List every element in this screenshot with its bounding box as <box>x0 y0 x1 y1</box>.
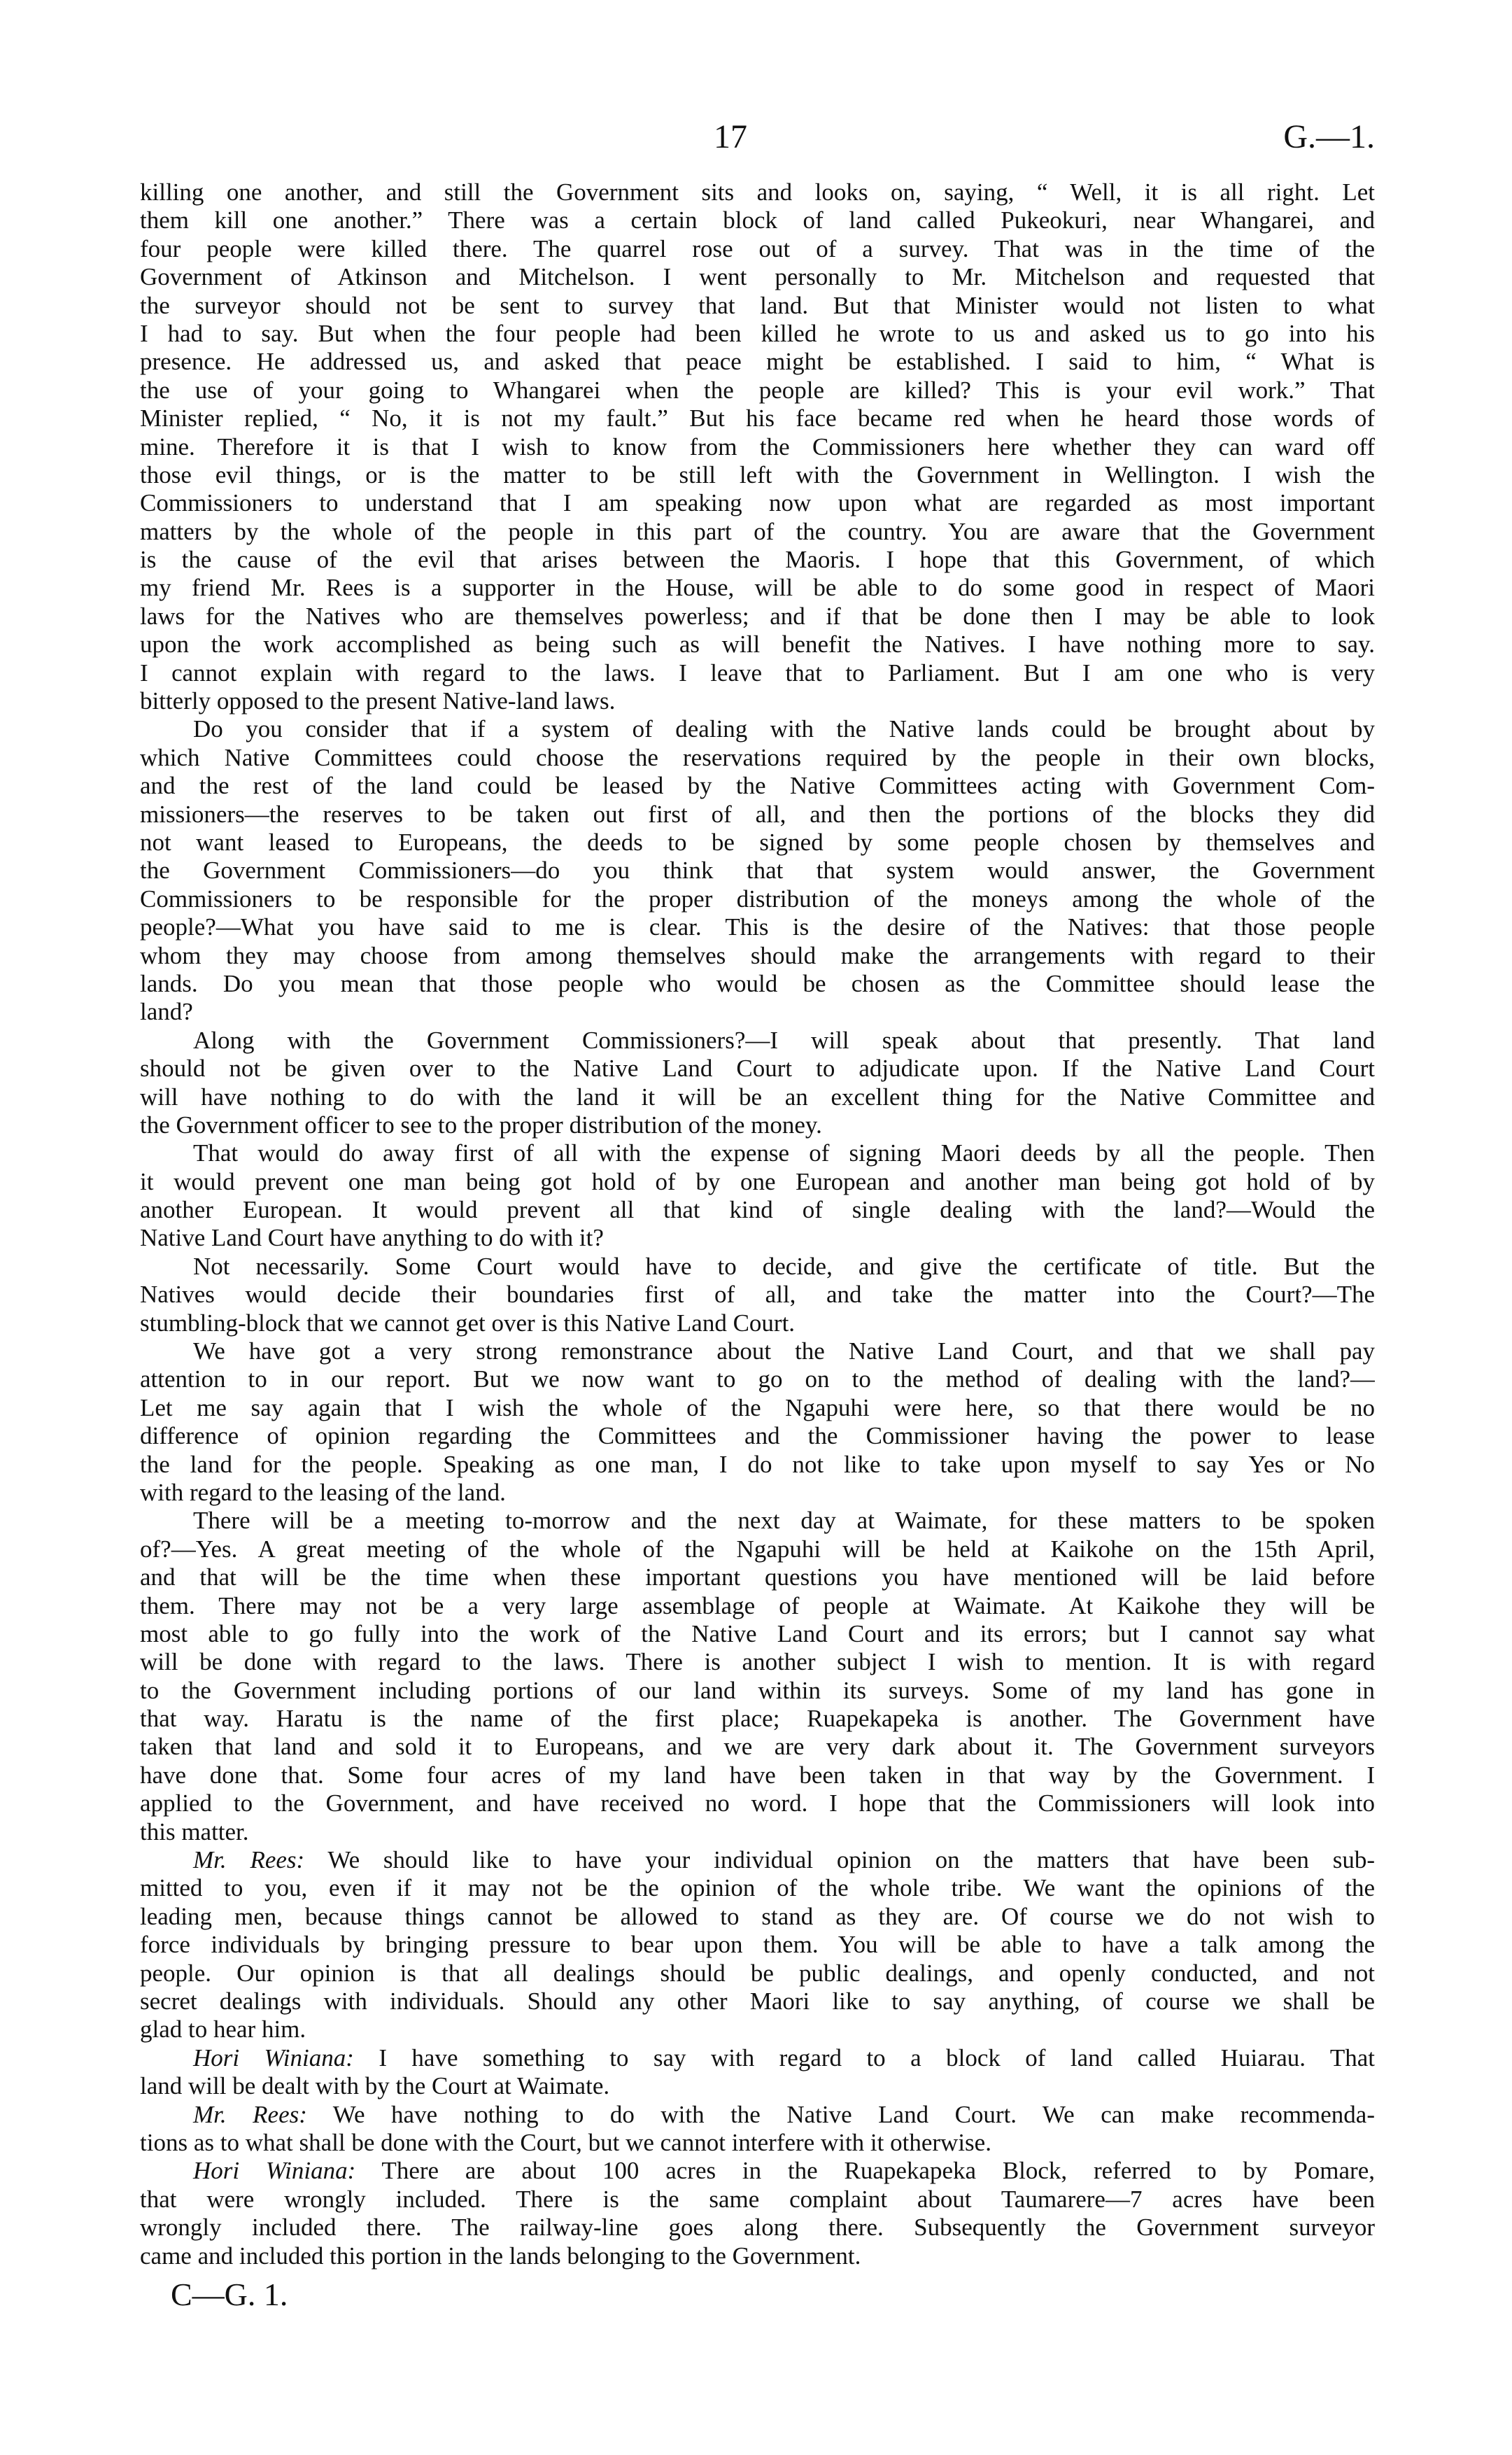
text-line <box>140 885 1375 913</box>
line-text: and the rest of the land could be leased by the Native Committees acting with Government Com- <box>140 772 1375 800</box>
text-line <box>140 574 1375 602</box>
text-line <box>140 1931 1375 1959</box>
text-line <box>140 1309 1375 1337</box>
line-text: mitted to you, even if it may not be the opinion of the whole tribe. We want the opinions of the <box>140 1874 1375 1902</box>
text-line <box>140 1139 1375 1167</box>
text-line <box>140 1394 1375 1422</box>
line-text: That would do away first of all with the expense of signing Maori deeds by all the people. Then <box>193 1139 1375 1167</box>
text-line <box>140 715 1375 743</box>
line-text: the surveyor should not be sent to survey that land. But that Minister would not listen to what <box>140 291 1375 319</box>
speaker-name: Mr. Rees: <box>193 1846 305 1874</box>
line-text: to the Government including portions of our land within its surveys. Some of my land has gone in <box>140 1676 1375 1704</box>
signature-mark: C—G. 1. <box>171 2277 288 2312</box>
text-line <box>140 2016 1375 2044</box>
line-text: Not necessarily. Some Court would have to decide, and give the certificate of title. But the <box>193 1252 1375 1280</box>
line-text: those evil things, or is the matter to be still left with the Government in Wellington. I wish the <box>140 460 1375 488</box>
line-text: Do you consider that if a system of dealing with the Native lands could be brought about by <box>193 715 1375 743</box>
line-text: another European. It would prevent all that kind of single dealing with the land?—Would the <box>140 1196 1375 1224</box>
line-text: not want leased to Europeans, the deeds to be signed by some people chosen by themselves and <box>140 828 1375 856</box>
text-line <box>140 405 1375 432</box>
line-text: difference of opinion regarding the Committees and the Commissioner having the power to lease <box>140 1422 1375 1450</box>
line-text: whom they may choose from among themselves should make the arrangements with regard to their <box>140 941 1375 969</box>
line-text: I had to say. But when the four people had been killed he wrote to us and asked us to go into his <box>140 319 1375 347</box>
line-text: Minister replied, “ No, it is not my fault.” But his face became red when he heard those words of <box>140 405 1375 432</box>
line-text: them. There may not be a very large assemblage of people at Waimate. At Kaikohe they will be <box>140 1591 1375 1619</box>
line-text: matters by the whole of the people in this part of the country. You are aware that the Government <box>140 517 1375 545</box>
line-text: my friend Mr. Rees is a supporter in the House, will be able to do some good in respect of Maori <box>140 574 1375 602</box>
line-text: it would prevent one man being got hold of by one European and another man being got hold of by <box>140 1167 1375 1195</box>
text-line <box>140 772 1375 800</box>
text-line <box>140 1789 1375 1817</box>
line-text: I cannot explain with regard to the laws. I leave that to Parliament. But I am one who is very <box>140 659 1375 687</box>
text-line <box>140 206 1375 234</box>
text-line <box>140 801 1375 829</box>
text-line <box>140 1083 1375 1111</box>
line-text: the Government Commissioners—do you think that that system would answer, the Government <box>140 857 1375 885</box>
line-text: upon the work accomplished as being such as will benefit the Natives. I have nothing more to say. <box>140 631 1375 659</box>
speaker-name: Hori Winiana: <box>193 2044 354 2071</box>
text-line <box>140 518 1375 546</box>
line-text: There will be a meeting to-morrow and the next day at Waimate, for these matters to be spoken <box>193 1507 1375 1535</box>
text-line <box>140 2186 1375 2214</box>
line-text: the Government officer to see to the proper distribution of the money. <box>140 1111 822 1139</box>
text-line <box>140 970 1375 998</box>
line-text: There are about 100 acres in the Ruapekapeka Block, referred to by Pomare, <box>355 2157 1375 2185</box>
text-line <box>140 1281 1375 1309</box>
line-text: them kill one another.” There was a certain block of land called Pukeokuri, near Whangarei, and <box>140 206 1375 234</box>
line-text: is the cause of the evil that arises between the Maoris. I hope that this Government, of which <box>140 546 1375 574</box>
text-line <box>140 546 1375 574</box>
text-line <box>140 1055 1375 1083</box>
text-line <box>140 1253 1375 1281</box>
line-text: missioners—the reserves to be taken out first of all, and then the portions of the blocks they did <box>140 800 1375 828</box>
speaker-name: Mr. Rees: <box>193 2100 307 2128</box>
line-text: land? <box>140 998 193 1026</box>
line-text: laws for the Natives who are themselves powerless; and if that be done then I may be able to look <box>140 602 1375 630</box>
line-text: this matter. <box>140 1817 249 1845</box>
text-line <box>140 857 1375 885</box>
text-line <box>140 603 1375 631</box>
line-text: mine. Therefore it is that I wish to know from the Commissioners here whether they can ward off <box>140 432 1375 460</box>
line-text: people?—What you have said to me is clear. This is the desire of the Natives: that those people <box>140 913 1375 941</box>
document-body <box>140 178 1375 2270</box>
text-line <box>140 1365 1375 1393</box>
text-line <box>140 2072 1375 2100</box>
line-text: Commissioners to be responsible for the proper distribution of the moneys among the whole of the <box>140 885 1375 913</box>
text-line <box>140 1168 1375 1196</box>
text-line <box>140 1592 1375 1620</box>
text-line <box>140 1903 1375 1931</box>
speaker-name: Hori Winiana: <box>193 2157 356 2185</box>
line-text: We should like to have your individual opinion on the matters that have been sub- <box>304 1846 1375 1874</box>
text-line <box>140 1422 1375 1450</box>
text-line <box>140 461 1375 489</box>
text-line <box>140 1535 1375 1563</box>
text-line <box>140 1733 1375 1761</box>
line-text: Native Land Court have anything to do with it? <box>140 1224 604 1252</box>
text-line <box>140 2214 1375 2242</box>
text-line <box>140 1988 1375 2016</box>
text-line <box>140 1705 1375 1733</box>
line-text: I have something to say with regard to a block of land called Huiarau. That <box>353 2044 1375 2071</box>
line-text: that way. Haratu is the name of the first place; Ruapekapeka is another. The Government have <box>140 1705 1375 1733</box>
line-text: have done that. Some four acres of my land have been taken in that way by the Government. I <box>140 1761 1375 1789</box>
text-line <box>140 2157 1375 2185</box>
text-line <box>140 377 1375 405</box>
text-line <box>140 1196 1375 1224</box>
line-text: glad to hear him. <box>140 2016 306 2044</box>
line-text: stumbling-block that we cannot get over is this Native Land Court. <box>140 1309 796 1337</box>
line-text: the use of your going to Whangarei when the people are killed? This is your evil work.” That <box>140 376 1375 404</box>
line-text: lands. Do you mean that those people who would be chosen as the Committee should lease the <box>140 969 1375 997</box>
section-reference: G.—1. <box>1283 118 1375 155</box>
text-line <box>140 1677 1375 1705</box>
line-text: Along with the Government Commissioners?—I will speak about that presently. That land <box>193 1026 1375 1054</box>
line-text: taken that land and sold it to Europeans, and we are very dark about it. The Government surveyors <box>140 1733 1375 1761</box>
text-line <box>140 1846 1375 1874</box>
line-text: applied to the Government, and have received no word. I hope that the Commissioners will look into <box>140 1789 1375 1817</box>
line-text: and that will be the time when these important questions you have mentioned will be laid before <box>140 1563 1375 1591</box>
text-line <box>140 433 1375 461</box>
text-line <box>140 659 1375 687</box>
line-text: the land for the people. Speaking as one man, I do not like to take upon myself to say Yes or No <box>140 1450 1375 1478</box>
line-text: came and included this portion in the lands belonging to the Government. <box>140 2242 861 2270</box>
text-line <box>140 292 1375 320</box>
line-text: bitterly opposed to the present Native-land laws. <box>140 687 616 715</box>
text-line <box>140 2129 1375 2157</box>
line-text: most able to go fully into the work of the Native Land Court and its errors; but I cannot say what <box>140 1619 1375 1647</box>
line-text: wrongly included there. The railway-line goes along there. Subsequently the Government surveyor <box>140 2214 1375 2242</box>
line-text: Let me say again that I wish the whole of the Ngapuhi were here, so that there would be no <box>140 1393 1375 1421</box>
text-line <box>140 320 1375 348</box>
text-line <box>140 687 1375 715</box>
line-text: will have nothing to do with the land it will be an excellent thing for the Native Committee and <box>140 1083 1375 1111</box>
text-line <box>140 178 1375 206</box>
line-text: four people were killed there. The quarrel rose out of a survey. That was in the time of the <box>140 234 1375 262</box>
page-number: 17 <box>714 118 747 155</box>
text-line <box>140 1111 1375 1139</box>
text-line <box>140 1818 1375 1846</box>
line-text: Natives would decide their boundaries first of all, and take the matter into the Court?—The <box>140 1281 1375 1309</box>
text-line <box>140 1027 1375 1055</box>
text-line <box>140 942 1375 970</box>
text-line <box>140 1479 1375 1507</box>
line-text: tions as to what shall be done with the Court, but we cannot interfere with it otherwise. <box>140 2128 991 2156</box>
line-text: secret dealings with individuals. Should any other Maori like to say anything, of course we shall be <box>140 1988 1375 2015</box>
text-line <box>140 2044 1375 2072</box>
text-line <box>140 1507 1375 1535</box>
line-text: which Native Committees could choose the reservations required by the people in their own blocks, <box>140 743 1375 771</box>
text-line <box>140 2101 1375 2129</box>
line-text: people. Our opinion is that all dealings should be public dealings, and openly conducted, and not <box>140 1959 1375 1987</box>
line-text: will be done with regard to the laws. There is another subject I wish to mention. It is with regard <box>140 1648 1375 1676</box>
text-line <box>140 1874 1375 1902</box>
line-text: attention to in our report. But we now want to go on to the method of dealing with the land?— <box>140 1365 1375 1393</box>
text-line <box>140 1337 1375 1365</box>
line-text: that were wrongly included. There is the same complaint about Taumarere—7 acres have been <box>140 2185 1375 2213</box>
text-line <box>140 2242 1375 2270</box>
line-text: force individuals by bringing pressure to bear upon them. You will be able to have a talk among the <box>140 1931 1375 1959</box>
text-line <box>140 829 1375 857</box>
text-line <box>140 263 1375 291</box>
text-line <box>140 235 1375 263</box>
text-line <box>140 631 1375 659</box>
line-text: should not be given over to the Native Land Court to adjudicate upon. If the Native Land Court <box>140 1055 1375 1083</box>
text-line <box>140 1224 1375 1252</box>
line-text: leading men, because things cannot be allowed to stand as they are. Of course we do not wish to <box>140 1902 1375 1930</box>
line-text: Government of Atkinson and Mitchelson. I went personally to Mr. Mitchelson and requested that <box>140 263 1375 291</box>
text-line <box>140 913 1375 941</box>
line-text: We have got a very strong remonstrance about the Native Land Court, and that we shall pay <box>193 1337 1375 1365</box>
text-line <box>140 744 1375 772</box>
text-line <box>140 1960 1375 1988</box>
text-line <box>140 1451 1375 1479</box>
line-text: with regard to the leasing of the land. <box>140 1478 506 1506</box>
line-text: killing one another, and still the Government sits and looks on, saying, “ Well, it is all right. Let <box>140 178 1375 206</box>
text-line <box>140 1648 1375 1676</box>
line-text: presence. He addressed us, and asked that peace might be established. I said to him, “ What is <box>140 348 1375 376</box>
line-text: Commissioners to understand that I am speaking now upon what are regarded as most important <box>140 489 1375 517</box>
line-text: We have nothing to do with the Native Land Court. We can make recommenda- <box>306 2100 1375 2128</box>
text-line <box>140 998 1375 1026</box>
line-text: land will be dealt with by the Court at Waimate. <box>140 2072 610 2100</box>
text-line <box>140 1563 1375 1591</box>
line-text: of?—Yes. A great meeting of the whole of the Ngapuhi will be held at Kaikohe on the 15th April, <box>140 1535 1375 1563</box>
text-line <box>140 1761 1375 1789</box>
text-line <box>140 1620 1375 1648</box>
text-line <box>140 348 1375 376</box>
text-line <box>140 489 1375 517</box>
